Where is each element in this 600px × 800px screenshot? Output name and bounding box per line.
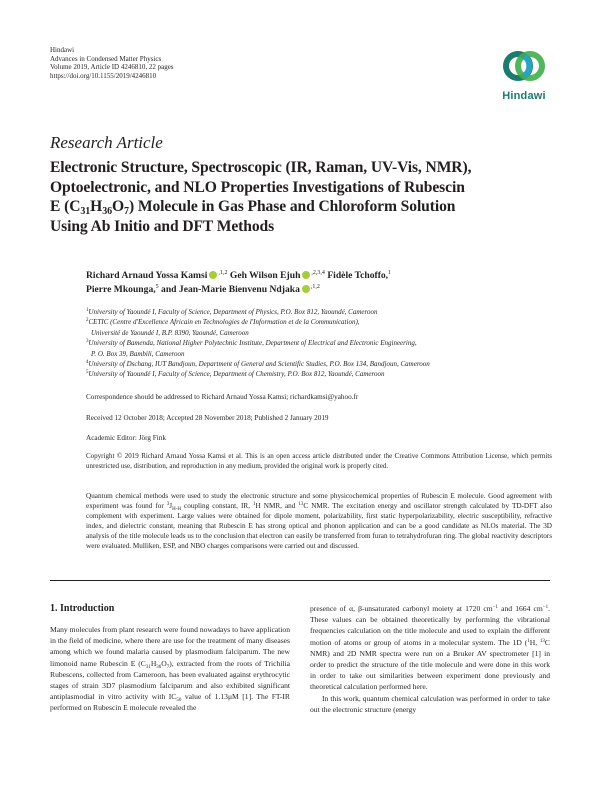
paragraph: Many molecules from plant research were found nowadays to have application in the field of medicine, where there are use for the treatment of many diseases among which we found malaria caused by plasmodium falciparum. The new limonoid name Rubescin E $(C_{31}H_{36}O_7)$, extracted from the roots of Trichilia Rubescens, collected from Cameroon, has been evaluated against erythrocytic stages of strain 3D7 plasmodium falciparum and also exhibited significant antiplasmodial in vitro activity with $IC_{50}$ value of 1.13μM [1]. The FT-IR performed on Rubescin E molecule revealed the [50,625,290,713]
affiliation-item: $^2$CETIC (Centre d'Excellence Africain en Technologies de l'Information et de la Communication), [86,318,360,327]
title-line-3: E $(C_{31}H_{36}O_7)$ Molecule in Gas Phase and Chloroform Solution [50,198,456,218]
academic-editor: Academic Editor: Jörg Fink [86,434,166,442]
paragraph: presence of α, β-unsaturated carbonyl moiety at 1720 $cm^{-1}$ and 1664 $cm^{-1}$. These values can be obtained theoretically by performing the vibrational frequencies calculation on the title molecule and used to explain the different motion of atoms or group of atoms in a molecular system. The 1D ($^1$H, $^{13}$C NMR) and 2D NMR spectra were run on a Bruker AV spectrometer [1] in order to predict the structure of the title molecule and were done in this work in order to take out similarities between experiment done previously and theoretical calculation performed here. [310,604,551,692]
author-list [86,269,556,297]
correspondence: Correspondence should be addressed to Richard Arnaud Yossa Kamsi; richardkamsi@yahoo.fr [86,393,359,401]
affiliation-item: $^3$University of Bamenda, National Higher Polytechnic Institute, Department of Electrical and Electronic Engineering, [86,339,417,348]
orcid-icon[interactable] [302,271,310,279]
volume-info: Volume 2019, Article ID 4246810, 22 pages [50,63,174,72]
section-heading: 1. Introduction [50,603,115,614]
section-divider [50,580,550,581]
author-name: Pierre Mkounga, [86,284,156,295]
copyright-notice: Copyright © 2019 Richard Arnaud Yossa Kamsi et al. This is an open access article distributed under the Creative Commons Attribution License, which permits unrestricted use, distribution, and reproduction in any medium, provided the original work is properly cited. [86,452,552,470]
author-line-1: Richard Arnaud Yossa Kamsi $^{,1,2}$ Geh Wilson Ejuh $^{,2,3,4}$ Fidèle Tchoffo,$^1$ [86,270,392,281]
article-title [50,158,550,236]
title-line-1: Electronic Structure, Spectroscopic (IR, Raman, UV-Vis, NMR), [50,159,472,176]
article-type: Research Article [50,133,163,152]
affiliation-continuation: P. O. Box 39, Bambili, Cameroon [91,349,185,358]
orcid-icon[interactable] [302,285,310,293]
hindawi-logo-icon [499,47,549,89]
publisher-name: Hindawi [50,46,75,54]
abstract: Quantum chemical methods were used to study the electronic structure and some physicochemical properties of Rubescin E molecule. Good agreement with experiment was found for $^3J_{H-H}$ coupling constant, IR, $^1$H NMR, and $^{13}$C NMR. The excitation energy and oscillator strength calculated by TD-DFT also complement with experiment. Large values were obtained for dipole moment, polarizability, first static hyperpolarizability, electric susceptibility, refractive index, and dielectric constant, meaning that Rubescin E has strong optical and phonon application and can be a good candidate as NLOs material. The 3D analysis of the title molecule leads us to the conclusion that electron can easily be transferred from furan to tetrahydrofuran ring. The global reactivity descriptors were evaluated. Mulliken, ESP, and NBO charges comparisons were carried out and discussed. [86,492,552,550]
publication-dates: Received 12 October 2018; Accepted 28 November 2018; Published 2 January 2019 [86,414,329,422]
paragraph: In this work, quantum chemical calculation was performed in order to take out the electronic structure (energy [310,693,550,714]
affiliation-item: $^4$University of Dschang, IUT Bandjoun, Department of General and Scientific Studies, P.O. Box 134, Bandjoun, Cameroon [86,360,430,369]
affiliation-item: $^1$University of Yaoundé I, Faculty of Science, Department of Physics, P.O. Box 812, Yaoundé, Cameroon [86,308,378,316]
affiliation-item: $^5$University of Yaoundé I, Faculty of Science, Department of Chemistry, P.O. Box 812, Yaoundé, Cameroon [86,370,385,379]
title-line-4: Using Ab Initio and DFT Methods [50,217,275,235]
author-name: Fidèle Tchoffo, [324,270,389,281]
affiliation-list [86,307,556,380]
body-column-left [50,624,290,714]
journal-name: Advances in Condensed Matter Physics [50,54,162,63]
author-name: Geh Wilson Ejuh [227,270,301,281]
author-name: and Jean-Marie Bienvenu Ndjaka [158,284,300,295]
author-name: Richard Arnaud Yossa Kamsi [86,270,208,281]
logo-wordmark: Hindawi [502,90,546,102]
title-line-2: Optoelectronic, and NLO Properties Investigations of Rubescin [50,178,465,196]
author-line-2: Pierre Mkounga,$^5$ and Jean-Marie Bienvenu Ndjaka $^{,1,2}$ [86,284,320,295]
body-column-right [310,603,550,715]
orcid-icon[interactable] [209,271,217,279]
affiliation-continuation: Université de Yaoundé I, B.P. 8390, Yaoundé, Cameroon [91,328,249,337]
journal-header [50,46,174,80]
doi-link[interactable]: https://doi.org/10.1155/2019/4246810 [50,71,157,80]
hindawi-logo [499,47,549,103]
